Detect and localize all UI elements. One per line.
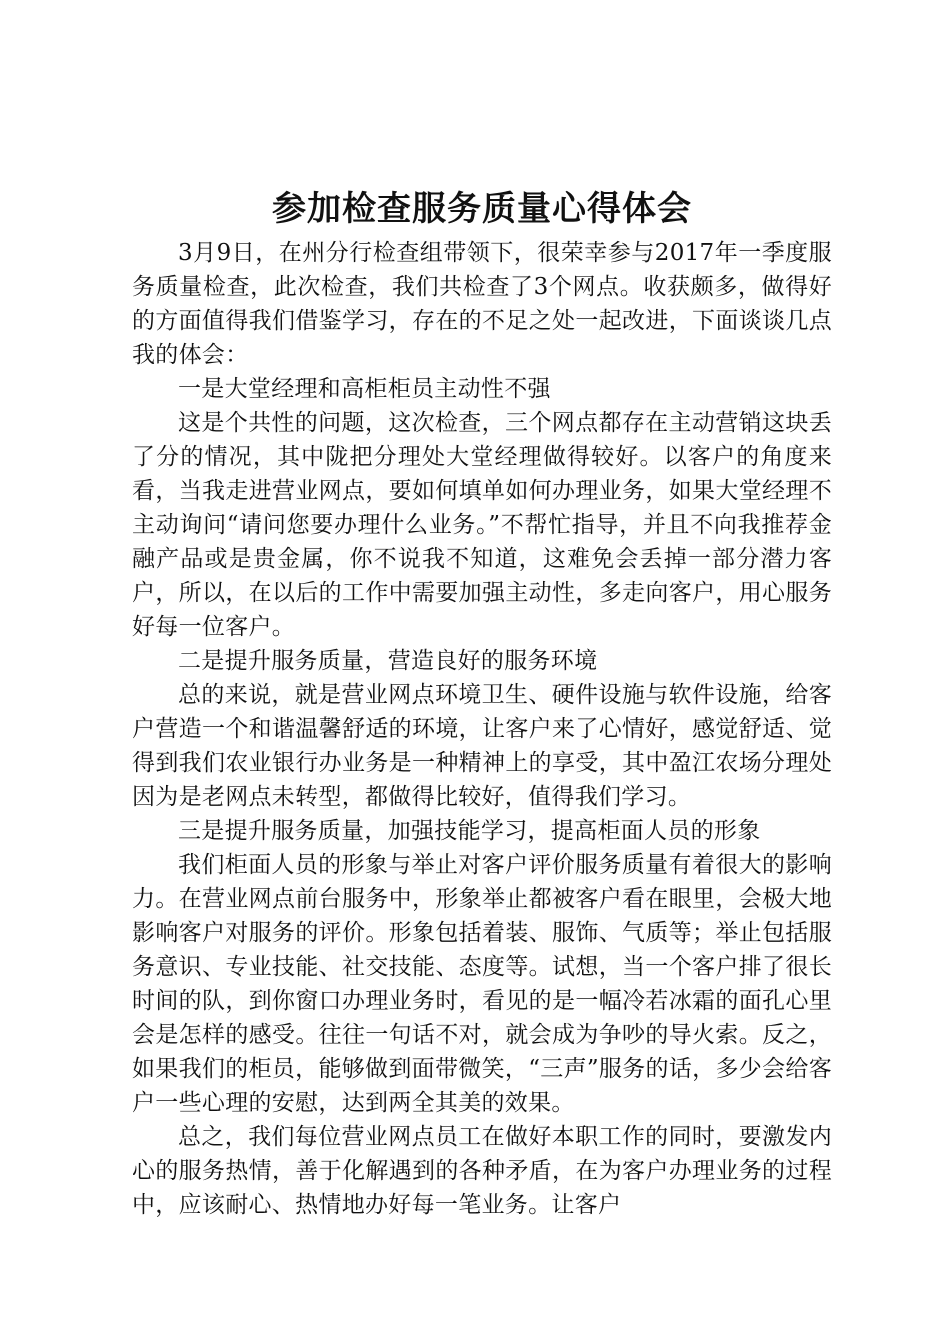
- section-heading-1: 一是大堂经理和高柜柜员主动性不强: [178, 376, 551, 402]
- document-title: 参加检查服务质量心得体会: [272, 189, 692, 229]
- paragraph-section-3: 我们柜面人员的形象与举止对客户评价服务质量有着很大的影响力。在营业网点前台服务中，形象举止都被客户看在眼里，会极大地影响客户对服务的评价。形象包括着装、服饰、气质等；举止包括服务意识、专业技能、社交技能、态度等。试想，当一个客户排了很长时间的队，到你窗口办理业务时，看见的是一幅冷若冰霜的面孔心里会是怎样的感受。往往一句话不对，就会成为争吵的导火索。反之，如果我们的柜员，能够做到面带微笑，“三声”服务的话，多少会给客户一些心理的安慰，达到两全其美的效果。: [132, 852, 832, 1116]
- paragraph-section-1: 这是个共性的问题，这次检查，三个网点都存在主动营销这块丢了分的情况，其中陇把分理处大堂经理做得较好。以客户的角度来看，当我走进营业网点，要如何填单如何办理业务，如果大堂经理不主动询问“请问您要办理什么业务。”不帮忙指导，并且不向我推荐金融产品或是贵金属，你不说我不知道，这难免会丢掉一部分潜力客户，所以，在以后的工作中需要加强主动性，多走向客户，用心服务好每一位客户。: [132, 410, 832, 640]
- section-heading-3: 三是提升服务质量，加强技能学习，提高柜面人员的形象: [178, 818, 761, 844]
- paragraph-conclusion: 总之，我们每位营业网点员工在做好本职工作的同时，要激发内心的服务热情，善于化解遇到的各种矛盾，在为客户办理业务的过程中，应该耐心、热情地办好每一笔业务。让客户: [132, 1124, 832, 1218]
- paragraph-intro: 3月9日，在州分行检查组带领下，很荣幸参与2017年一季度服务质量检查，此次检查，我们共检查了3个网点。收获颇多，做得好的方面值得我们借鉴学习，存在的不足之处一起改进，下面谈谈几点我的体会：: [132, 240, 832, 368]
- paragraph-section-2: 总的来说，就是营业网点环境卫生、硬件设施与软件设施，给客户营造一个和谐温馨舒适的环境，让客户来了心情好，感觉舒适、觉得到我们农业银行办业务是一种精神上的享受，其中盈江农场分理处因为是老网点未转型，都做得比较好，值得我们学习。: [132, 682, 832, 810]
- document-page: [132, 186, 832, 1222]
- section-heading-2: 二是提升服务质量，营造良好的服务环境: [178, 648, 598, 674]
